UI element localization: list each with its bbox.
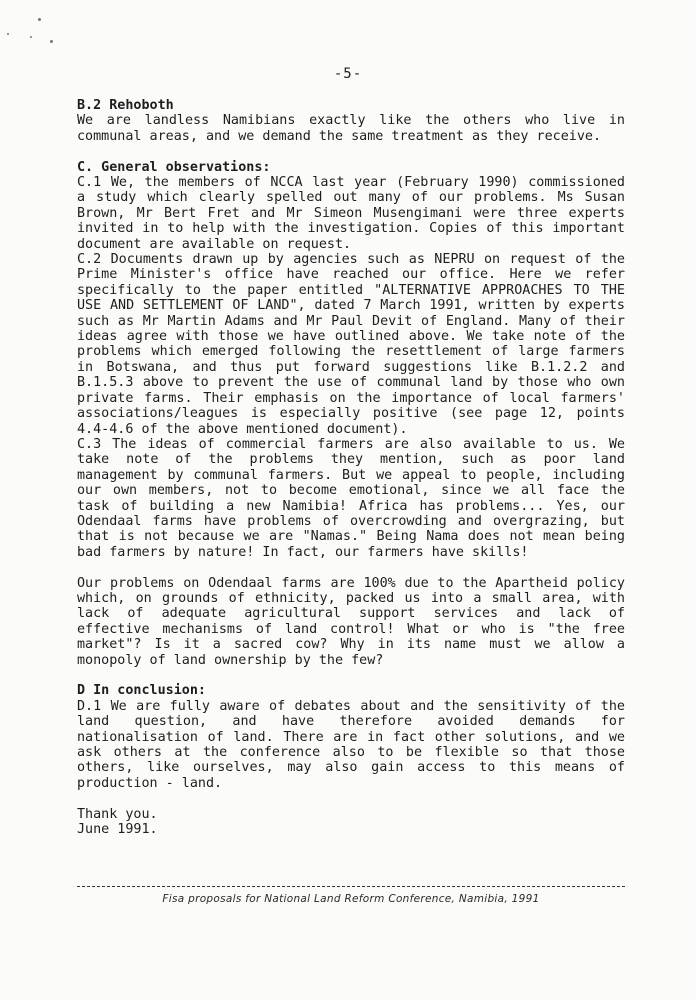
footer-divider <box>77 886 625 887</box>
paragraph-gap <box>77 144 625 159</box>
section-heading-d: D In conclusion: <box>77 683 206 699</box>
paragraph-c3: C.3 The ideas of commercial farmers are also available to us. We take note of the problems they mention, such as poor land management by communal farmers. But we appeal to people, including our own members, not to become emotional, since we all face the task of building a new Namibia! Africa has problems... Yes, our Odendaal farms have problems of overcrowding and overgrazing, but that is not because we are "Namas." Being Nama does not mean being bad farmers by nature! In fact, our farmers have skills! <box>77 436 625 560</box>
page-number: -5- <box>333 66 363 82</box>
section-heading-c: C. General observations: <box>77 159 271 175</box>
paragraph-d1: D.1 We are fully aware of debates about and the sensitivity of the land question, and have therefore avoided demands for nationalisation of land. There are in fact other solutions, and we ask others at the conference also to be flexible so that those others, like ourselves, may also gain access to this means of production - land. <box>77 698 625 791</box>
paragraph-gap <box>77 791 625 806</box>
footer-caption: Fisa proposals for National Land Reform Conference, Namibia, 1991 <box>162 893 540 905</box>
paragraph-gap <box>77 560 625 575</box>
paragraph-c1: C.1 We, the members of NCCA last year (February 1990) commissioned a study which clearly spelled out many of our problems. Ms Susan Brown, Mr Bert Fret and Mr Simeon Musengimani were three experts invited in to help with the investigation. Copies of this important document are available on request. <box>77 175 625 252</box>
section-heading-b2: B.2 Rehoboth <box>77 98 174 113</box>
scan-speck <box>38 18 41 21</box>
scan-speck <box>7 33 9 35</box>
document-body <box>77 98 625 837</box>
section-b2-text: We are landless Namibians exactly like the others who live in communal areas, and we demand the same treatment as they receive. <box>77 113 625 144</box>
paragraph-odendaal: Our problems on Odendaal farms are 100% due to the Apartheid policy which, on grounds of ethnicity, packed us into a small area, with lack of adequate agricultural support services and lack of effective mechanisms of land control! What or who is "the free market"? Is it a sacred cow? Why in its name must we allow a monopoly of land ownership by the few? <box>77 575 625 668</box>
scan-speck <box>50 40 53 43</box>
paragraph-c2: C.2 Documents drawn up by agencies such as NEPRU on request of the Prime Minister's office have reached our office. Here we refer specifically to the paper entitled "ALTERNATIVE APPROACHES TO THE USE AND SETTLEMENT OF LAND", dated 7 March 1991, written by experts such as Mr Martin Adams and Mr Paul Devit of England. Many of their ideas agree with those we have outlined above. We take note of the problems which emerged following the resettlement of large farmers in Botswana, and thus put forward suggestions like B.1.2.2 and B.1.5.3 above to prevent the use of communal land by those who own private farms. Their emphasis on the importance of local farmers' associations/leagues is especially positive (see page 12, points 4.4-4.6 of the above mentioned document). <box>77 252 625 437</box>
signoff-date: June 1991. <box>77 822 158 838</box>
paragraph-gap <box>77 668 625 683</box>
signoff-thanks: Thank you. <box>77 806 158 822</box>
scan-speck <box>30 36 32 38</box>
